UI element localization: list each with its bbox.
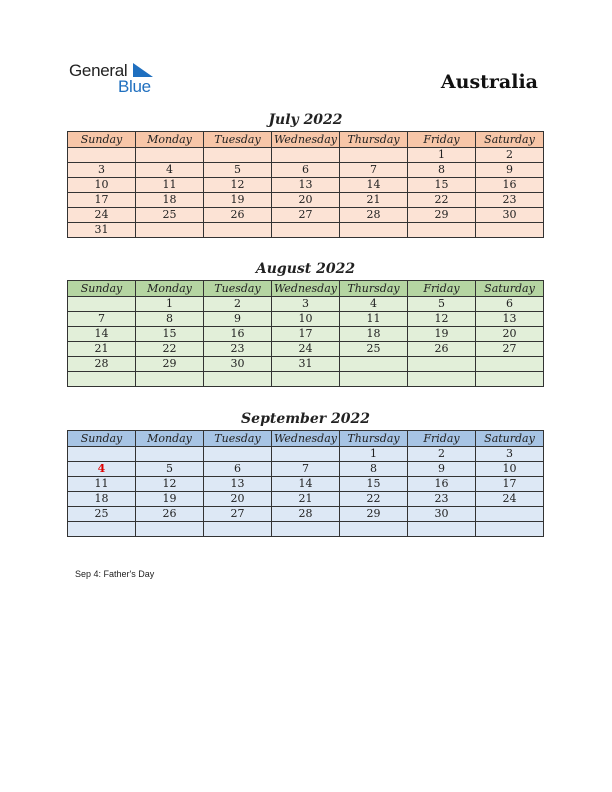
day-cell: 11 [68, 477, 136, 492]
day-cell [340, 223, 408, 238]
weekday-header: Saturday [476, 281, 544, 297]
day-cell: 25 [136, 208, 204, 223]
weekday-header-row [68, 132, 544, 148]
day-cell: 22 [340, 492, 408, 507]
day-cell: 10 [68, 178, 136, 193]
day-cell: 23 [204, 342, 272, 357]
weekday-header-row [68, 431, 544, 447]
day-cell: 17 [68, 193, 136, 208]
month-title: August 2022 [255, 261, 356, 277]
weekday-header: Friday [408, 431, 476, 447]
brand-logo [69, 61, 169, 97]
week-row [68, 312, 544, 327]
day-cell: 11 [340, 312, 408, 327]
day-cell [136, 223, 204, 238]
weekday-header: Tuesday [204, 431, 272, 447]
day-cell [68, 148, 136, 163]
day-cell: 28 [272, 507, 340, 522]
weekday-header: Sunday [68, 132, 136, 148]
day-cell: 29 [340, 507, 408, 522]
week-row [68, 178, 544, 193]
day-cell: 19 [204, 193, 272, 208]
day-cell [204, 223, 272, 238]
day-cell: 26 [408, 342, 476, 357]
week-row [68, 522, 544, 537]
day-cell: 16 [476, 178, 544, 193]
day-cell [68, 372, 136, 387]
day-cell: 29 [136, 357, 204, 372]
day-cell: 14 [68, 327, 136, 342]
day-cell: 21 [272, 492, 340, 507]
day-cell: 25 [68, 507, 136, 522]
day-cell: 16 [204, 327, 272, 342]
day-cell: 10 [272, 312, 340, 327]
day-cell: 15 [408, 178, 476, 193]
weekday-header: Monday [136, 132, 204, 148]
day-cell: 13 [476, 312, 544, 327]
day-cell: 14 [272, 477, 340, 492]
day-cell: 2 [204, 297, 272, 312]
day-cell: 12 [204, 178, 272, 193]
week-row [68, 507, 544, 522]
week-row [68, 357, 544, 372]
day-cell [68, 522, 136, 537]
week-row [68, 477, 544, 492]
weekday-header: Sunday [68, 281, 136, 297]
day-cell: 7 [340, 163, 408, 178]
month-title: September 2022 [241, 411, 370, 427]
logo-word-blue: Blue [118, 77, 151, 96]
week-row [68, 492, 544, 507]
country-title: Australia [440, 71, 538, 93]
day-cell: 12 [408, 312, 476, 327]
week-row [68, 148, 544, 163]
day-cell: 31 [272, 357, 340, 372]
week-row [68, 342, 544, 357]
day-cell [340, 148, 408, 163]
week-row [68, 223, 544, 238]
week-row [68, 462, 544, 477]
day-cell: 26 [136, 507, 204, 522]
calendar-table [67, 131, 544, 238]
day-cell: 19 [136, 492, 204, 507]
day-cell: 14 [340, 178, 408, 193]
day-cell [340, 372, 408, 387]
weekday-header: Thursday [340, 431, 408, 447]
day-cell: 3 [68, 163, 136, 178]
day-cell [340, 357, 408, 372]
day-cell [272, 148, 340, 163]
day-cell: 3 [272, 297, 340, 312]
day-cell: 13 [204, 477, 272, 492]
week-row [68, 447, 544, 462]
day-cell: 31 [68, 223, 136, 238]
day-cell: 6 [272, 163, 340, 178]
month-title: July 2022 [268, 112, 343, 128]
holiday-note: Sep 4: Father's Day [75, 569, 155, 579]
day-cell [408, 223, 476, 238]
day-cell: 19 [408, 327, 476, 342]
day-cell [136, 372, 204, 387]
day-cell [204, 148, 272, 163]
weekday-header: Wednesday [272, 132, 340, 148]
day-cell: 30 [408, 507, 476, 522]
day-cell: 21 [68, 342, 136, 357]
day-cell: 11 [136, 178, 204, 193]
day-cell: 17 [272, 327, 340, 342]
day-cell: 27 [204, 507, 272, 522]
day-cell [408, 522, 476, 537]
day-cell: 1 [408, 148, 476, 163]
week-row [68, 193, 544, 208]
day-cell: 12 [136, 477, 204, 492]
day-cell [272, 522, 340, 537]
month-september [67, 410, 544, 537]
day-cell: 1 [340, 447, 408, 462]
day-cell: 5 [408, 297, 476, 312]
day-cell: 8 [136, 312, 204, 327]
weekday-header: Tuesday [204, 132, 272, 148]
day-cell [68, 297, 136, 312]
weekday-header: Wednesday [272, 281, 340, 297]
day-cell [272, 223, 340, 238]
day-cell [340, 522, 408, 537]
day-cell: 24 [272, 342, 340, 357]
day-cell: 24 [476, 492, 544, 507]
day-cell: 22 [408, 193, 476, 208]
day-cell: 17 [476, 477, 544, 492]
weekday-header: Monday [136, 281, 204, 297]
month-july [67, 111, 544, 238]
day-cell [204, 372, 272, 387]
weekday-header: Thursday [340, 132, 408, 148]
day-cell [476, 223, 544, 238]
day-cell [408, 372, 476, 387]
day-cell: 3 [476, 447, 544, 462]
day-cell: 22 [136, 342, 204, 357]
day-cell: 1 [136, 297, 204, 312]
week-row [68, 163, 544, 178]
day-cell: 9 [204, 312, 272, 327]
day-cell: 18 [68, 492, 136, 507]
day-cell: 20 [476, 327, 544, 342]
weekday-header: Monday [136, 431, 204, 447]
weekday-header: Thursday [340, 281, 408, 297]
weekday-header: Sunday [68, 431, 136, 447]
day-cell [136, 447, 204, 462]
day-cell [136, 522, 204, 537]
week-row [68, 372, 544, 387]
month-august [67, 260, 544, 387]
logo-word-general: General [69, 61, 128, 80]
weekday-header: Friday [408, 132, 476, 148]
day-cell: 8 [408, 163, 476, 178]
day-cell [204, 447, 272, 462]
day-cell: 2 [408, 447, 476, 462]
day-cell [408, 357, 476, 372]
day-cell [204, 522, 272, 537]
day-cell: 26 [204, 208, 272, 223]
day-cell: 23 [408, 492, 476, 507]
weekday-header: Friday [408, 281, 476, 297]
day-cell: 13 [272, 178, 340, 193]
day-cell: 29 [408, 208, 476, 223]
day-cell: 7 [272, 462, 340, 477]
day-cell: 25 [340, 342, 408, 357]
day-cell: 28 [340, 208, 408, 223]
day-cell: 5 [204, 163, 272, 178]
weekday-header: Saturday [476, 132, 544, 148]
week-row [68, 327, 544, 342]
day-cell: 24 [68, 208, 136, 223]
day-cell [272, 372, 340, 387]
day-cell: 2 [476, 148, 544, 163]
day-cell: 9 [476, 163, 544, 178]
week-row [68, 297, 544, 312]
day-cell: 8 [340, 462, 408, 477]
day-cell [136, 148, 204, 163]
day-cell: 4 [136, 163, 204, 178]
day-cell: 15 [136, 327, 204, 342]
day-cell [476, 372, 544, 387]
day-cell: 18 [340, 327, 408, 342]
day-cell: 4 [340, 297, 408, 312]
weekday-header: Wednesday [272, 431, 340, 447]
holiday-notes [75, 569, 154, 579]
day-cell: 27 [476, 342, 544, 357]
calendar-table [67, 430, 544, 537]
day-cell [476, 357, 544, 372]
day-cell: 5 [136, 462, 204, 477]
day-cell: 20 [272, 193, 340, 208]
day-cell: 7 [68, 312, 136, 327]
weekday-header: Tuesday [204, 281, 272, 297]
day-cell: 20 [204, 492, 272, 507]
week-row [68, 208, 544, 223]
day-cell: 28 [68, 357, 136, 372]
day-cell: 4 [68, 462, 136, 477]
day-cell [272, 447, 340, 462]
day-cell [68, 447, 136, 462]
day-cell: 30 [204, 357, 272, 372]
day-cell [476, 522, 544, 537]
day-cell: 16 [408, 477, 476, 492]
calendar-table [67, 280, 544, 387]
day-cell [476, 507, 544, 522]
day-cell: 9 [408, 462, 476, 477]
day-cell: 6 [476, 297, 544, 312]
day-cell: 10 [476, 462, 544, 477]
day-cell: 30 [476, 208, 544, 223]
weekday-header-row [68, 281, 544, 297]
day-cell: 15 [340, 477, 408, 492]
day-cell: 21 [340, 193, 408, 208]
day-cell: 23 [476, 193, 544, 208]
logo-triangle-icon [133, 63, 153, 77]
weekday-header: Saturday [476, 431, 544, 447]
day-cell: 6 [204, 462, 272, 477]
day-cell: 27 [272, 208, 340, 223]
day-cell: 18 [136, 193, 204, 208]
